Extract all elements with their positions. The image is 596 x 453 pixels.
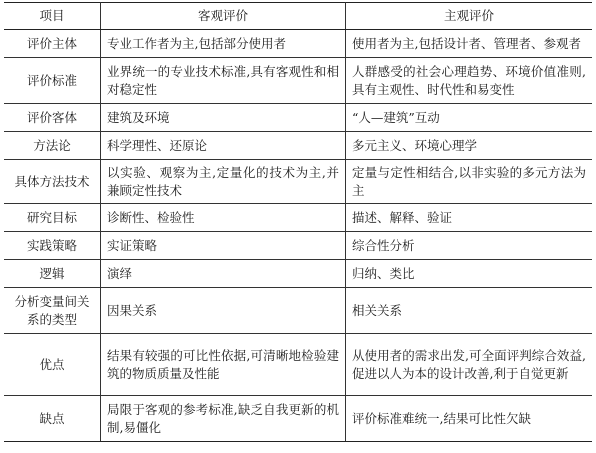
row-subjective-cell: 使用者为主,包括设计者、管理者、参观者 xyxy=(346,30,593,58)
table-body xyxy=(4,30,592,442)
row-item-cell: 方法论 xyxy=(4,132,101,160)
row-item-cell: 缺点 xyxy=(4,396,101,442)
row-subjective-cell: 归纳、类比 xyxy=(346,260,593,288)
row-subjective-cell: 综合性分析 xyxy=(346,232,593,260)
row-subjective-cell: 人群感受的社会心理趋势、环境价值准则,具有主观性、时代性和易变性 xyxy=(346,58,593,104)
table-row xyxy=(4,260,592,288)
row-objective-cell: 结果有较强的可比性依据,可清晰地检验建筑的物质质量及性能 xyxy=(101,334,346,396)
row-objective-cell: 建筑及环境 xyxy=(101,104,346,132)
header-item: 项目 xyxy=(4,3,101,30)
row-objective-cell: 实证策略 xyxy=(101,232,346,260)
table-row xyxy=(4,232,592,260)
table-row xyxy=(4,104,592,132)
row-subjective-cell: 相关关系 xyxy=(346,288,593,334)
row-subjective-cell: 定量与定性相结合,以非实验的多元方法为主 xyxy=(346,160,593,204)
row-objective-cell: 以实验、观察为主,定量化的技术为主,并兼顾定性技术 xyxy=(101,160,346,204)
header-row xyxy=(4,3,592,30)
table-row xyxy=(4,334,592,396)
row-subjective-cell: “人—建筑”互动 xyxy=(346,104,593,132)
row-item-cell: 研究目标 xyxy=(4,204,101,232)
row-item-cell: 优点 xyxy=(4,334,101,396)
row-objective-cell: 科学理性、还原论 xyxy=(101,132,346,160)
row-item-cell: 评价客体 xyxy=(4,104,101,132)
row-objective-cell: 演绎 xyxy=(101,260,346,288)
table-row xyxy=(4,58,592,104)
row-objective-cell: 局限于客观的参考标准,缺乏自我更新的机制,易僵化 xyxy=(101,396,346,442)
row-item-cell: 评价主体 xyxy=(4,30,101,58)
table-row xyxy=(4,30,592,58)
row-objective-cell: 因果关系 xyxy=(101,288,346,334)
row-item-cell: 具体方法技术 xyxy=(4,160,101,204)
row-subjective-cell: 描述、解释、验证 xyxy=(346,204,593,232)
row-objective-cell: 专业工作者为主,包括部分使用者 xyxy=(101,30,346,58)
comparison-table xyxy=(4,2,592,442)
header-subjective: 主观评价 xyxy=(346,3,593,30)
row-subjective-cell: 评价标准难统一,结果可比性欠缺 xyxy=(346,396,593,442)
table-row xyxy=(4,204,592,232)
row-item-cell: 评价标准 xyxy=(4,58,101,104)
row-objective-cell: 诊断性、检验性 xyxy=(101,204,346,232)
table-row xyxy=(4,396,592,442)
row-subjective-cell: 多元主义、环境心理学 xyxy=(346,132,593,160)
header-objective: 客观评价 xyxy=(101,3,346,30)
row-objective-cell: 业界统一的专业技术标准,具有客观性和相对稳定性 xyxy=(101,58,346,104)
row-item-cell: 逻辑 xyxy=(4,260,101,288)
table-header xyxy=(4,3,592,30)
row-subjective-cell: 从使用者的需求出发,可全面评判综合效益,促进以人为本的设计改善,利于自觉更新 xyxy=(346,334,593,396)
row-item-cell: 实践策略 xyxy=(4,232,101,260)
table-row xyxy=(4,288,592,334)
table-row xyxy=(4,160,592,204)
row-item-cell: 分析变量间关系的类型 xyxy=(4,288,101,334)
table-row xyxy=(4,132,592,160)
